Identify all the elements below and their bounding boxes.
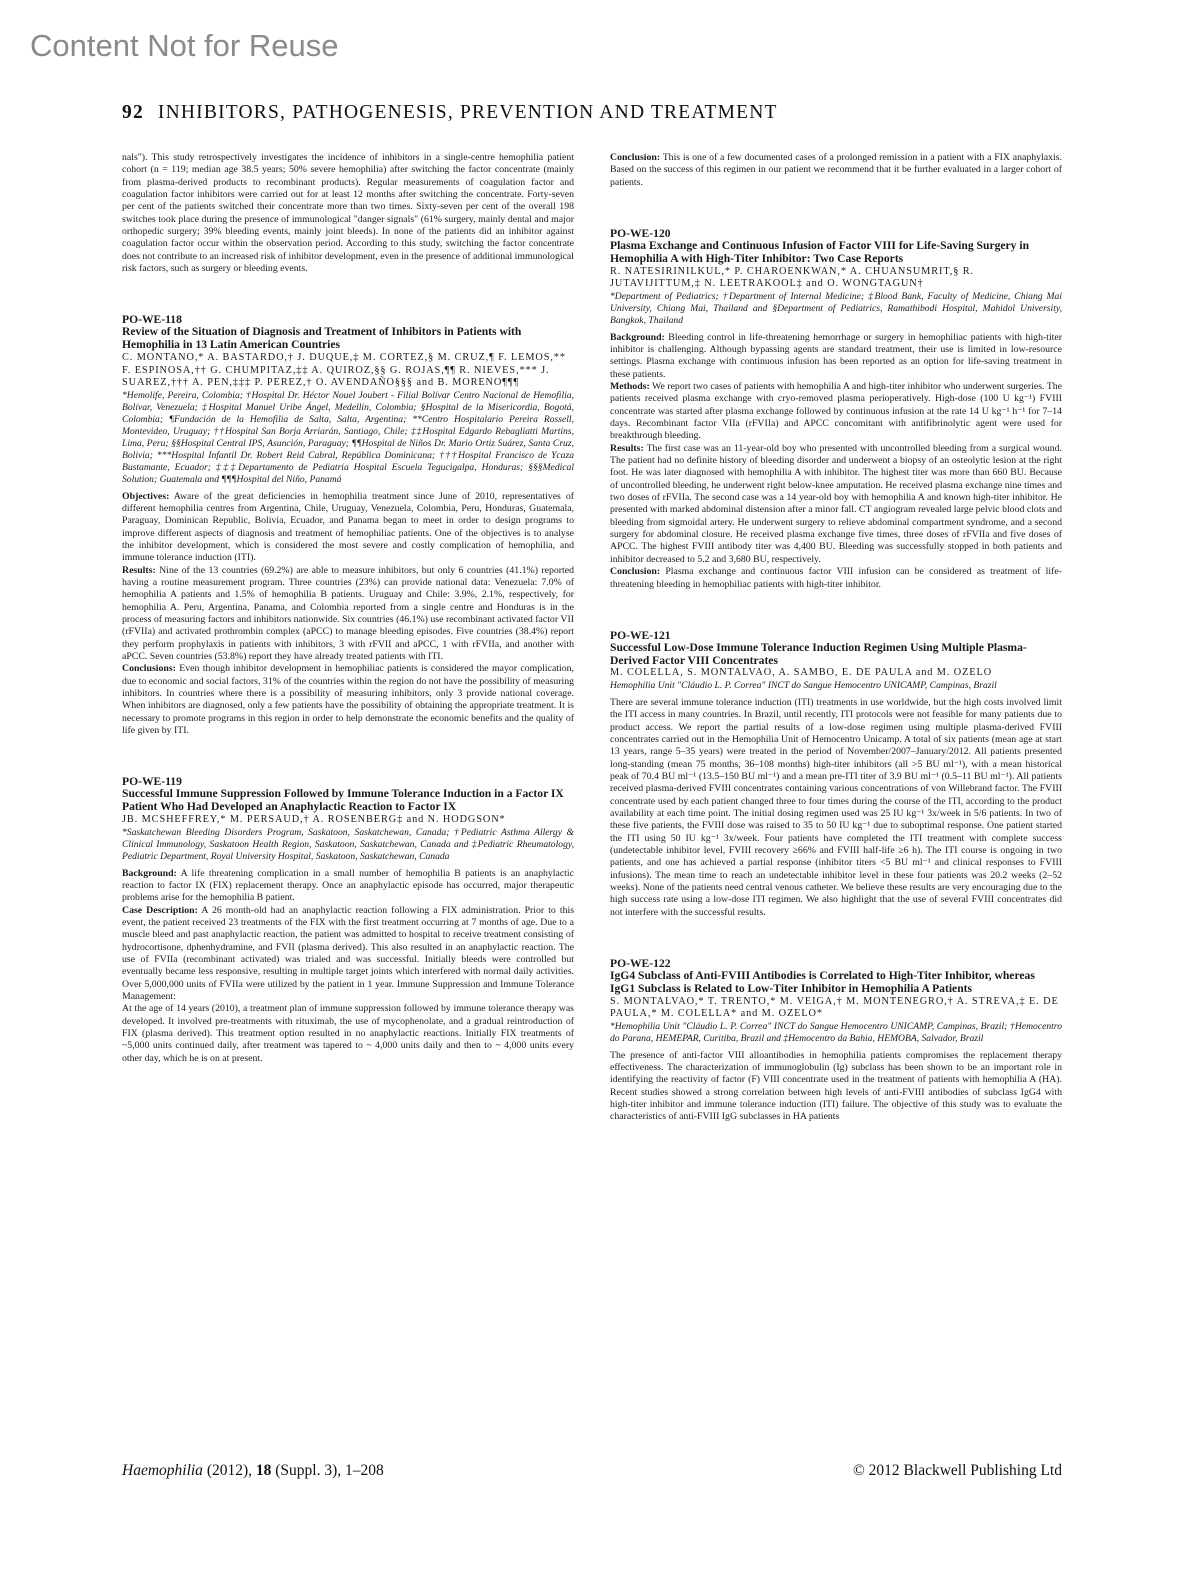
footer-citation [122,1462,384,1480]
section-text: A 26 month-old had an anaphylactic reaction following a FIX administration. Prior to this event, the patient received 23 treatments of the FIX with the first treatment occurring at 7 months of age. Due to a muscle bleed and past anaphylactic reaction, the patient was admitted to hospital to receive treatment consisting of hydrocortisone, dphenhydramine, and FVII (plasma derived). This also resulted in an anaphylactic reaction. The use of FVIIa (recombinant activated) was trialed and was successful. Initially bleeds were controlled but eventually became less responsive, resulting in multiple target joints which interfered with normal daily activities. Over 5,000,000 units of FVIIa were utilized by the patient in 1 year. Immune Suppression and Immune Tolerance Management: [122,904,575,1002]
abstract-results [610,443,1062,566]
section-text: Aware of the great deficiencies in hemophilia treatment since June of 2010, representatives of different hemophilia centres from Argentina, Chile, Uruguay, Venezuela, Colombia, Peru, Honduras, Guatemala, Paraguay, Dominican Republic, Bolivia, Ecuador, and Panama began to meet in order to design programs to improve different aspects of diagnosis and treatment of hemophiliac patients. One of the objectives is to analyse the inhibitor development, which is considered the most severe and costly complication of hemophilia, and immune tolerance induction (ITI). [122,490,574,564]
section-label: Results: [122,564,156,576]
section-text: Nine of the 13 countries (69.2%) are able to measure inhibitors, but only 6 countries (41.1%) reported having a routine measurement program. Three countries (23%) can provide national data: Venezuela: 7.0% of hemophilia A patients and 1.5% of hemophilia B patients. Uruguay and Chile: 3.9%, 2.1%, respectively, for hemophilia A. Peru, Argentina, Panama, and Colombia reported from a single centre and Honduras is in the process of measuring factors and inhibitors nationwide. Six countries (46.1%) use recombinant activated factor VII (rFVIIa) and activated prothrombin complex (aPCC) to manage bleeding episodes. Five countries (38.4%) report they perform prophylaxis in patients with inhibitors, 3 with rFVII and aPCC, 1 with rFVIIa, and another with aPCC. Seven countries (53.8%) report they have already treated patients with ITI. [122,564,575,662]
section-label: Conclusion: [610,152,661,163]
abstract-po-we-122 [610,957,1062,1124]
section-title: INHIBITORS, PATHOGENESIS, PREVENTION AND TREATMENT [157,102,778,123]
section-label: Background: [122,867,177,879]
section-label: Conclusions: [122,663,176,675]
section-label: Background: [610,331,665,343]
abstract-po-we-118 [122,313,574,737]
running-head [122,102,778,124]
abstract-objectives [122,491,574,565]
abstract-title: Plasma Exchange and Continuous Infusion of Factor VIII for Life-Saving Surgery in Hemophilia A with High-Titer Inhibitor: Two Case Reports [610,239,1030,265]
abstract-po-we-121 [610,629,1062,919]
intro-paragraph: nals"). This study retrospectively investigates the incidence of inhibitors in a single-centre hemophilia patient cohort (n = 119; median age 38.5 years; 50% severe hemophilia) after switching the factor concentrate (mainly from plasma-derived products to recombinant products). Regular measurements of coagulation factor and coagulation factor inhibitors were carried out for at least 12 months after switching the concentrate. Forty-seven per cent of the patients switched their concentrate more than two times. Sixty-seven per cent of the overall 198 switches took place during the presence of immunological "danger signals" (61% surgery, mainly dental and major orthopedic surgery; 39% bleeding events, mainly joint bleeds). In none of the patients did an inhibitor against coagulation factor occur within the observation period. According to this study, switching the factor concentrate does not contribute to an increased risk of inhibitor development, even in the presence of additional immunological risk factors, such as surgery or bleeding events. [122,152,574,275]
right-column [610,152,1062,1124]
section-label: Case Description: [122,904,198,916]
section-text: A life threatening complication in a small number of hemophilia B patients is an anaphylactic reaction to factor IX (FIX) replacement therapy. Once an anaphylactic episode has occurred, major therapeutic problems arise for the hemophilia B patient. [122,867,574,904]
abstract-methods [610,381,1062,443]
abstract-119-conclusion [610,152,1062,189]
abstract-title: Successful Immune Suppression Followed by Immune Tolerance Induction in a Factor IX Patient Who Had Developed an Anaphylactic Reaction to Factor IX [122,787,564,814]
abstract-results [122,565,574,664]
section-text: Even though inhibitor development in hemophiliac patients is considered the mayor complication, due to economic and social factors, 31% of the countries within the region do not have the possibility of measuring inhibitors. In countries where there is a possibility of measuring inhibitors, only 3 provide national coverage. When inhibitors are diagnosed, only a few patients have the possibility of obtaining the appropriate treatment. It is necessary to promote programs in this region in order to help demonstrate the economic benefits and the quality of life given by ITI. [122,663,574,737]
footer-copyright: © 2012 Blackwell Publishing Ltd [853,1462,1062,1479]
abstract-authors: R. NATESIRINILKUL,* P. CHAROENKWAN,* A. CHUANSUMRIT,§ R. JUTAVIJITTUM,‡ N. LEETRAKOOL‡ and O. WONGTAGUN† [610,265,974,290]
section-text: Bleeding control in life-threatening hemorrhage or surgery in hemophiliac patients with high-titer inhibitor is challenging. Although bypassing agents are standard treatment, their use is limited in low-resource settings. Plasma exchange with continuous infusion has been reported as an option for life-saving treatment in these patients. [610,331,1063,380]
abstract-body: There are several immune tolerance induction (ITI) treatments in use worldwide, but the high costs involved limit the ITI access in many countries. In Brazil, until recently, ITI protocols were not feasible for many patients due to product access. We report the partial results of a low-dose regimen using multiple plasma-derived FVIII concentrates carried out in the Hemophilia Unit of Hemocentro Unicamp. A total of six patients (mean age at start 13 years, range 5–35 years) were treated in the period of November/2007–January/2012. All patients presented long-standing (mean 75 months, 36–108 months) high-titer inhibitors (all >5 BU ml⁻¹), with a mean historical peak of 70.4 BU ml⁻¹ (13.5–150 BU ml⁻¹) and a mean pre-ITI titer of 3.9 BU ml⁻¹ (0.5–11 BU ml⁻¹). All patients received plasma-derived FVIII concentrates containing various concentrations of von Willebrand factor. The FVIII concentrate used by each patient changed three to four times during the course of the ITI, according to the product availability at each time point. The initial dosing regimen used was 25 IU kg⁻¹ 3x/week in 5/6 patients. In two of these five patients, the FVIII dose was raised to 35 to 50 IU kg⁻¹ due to suboptimal response. One patient started the ITI using 50 IU kg⁻¹ 3x/week. Four patients have completed the ITI treatment with complete success (undetectable inhibitor level, FVIII recovery ≥66% and FVIII half-life ≥6 h). The ITI course is ongoing in two patients, and one has achieved a partial response (inhibitor titers <5 BU ml⁻¹ and clinical responses to FVIII infusions). The mean time to reach an undetectable inhibitor level in these four patients was 20.2 weeks (2–52 weeks). None of the patients need central venous catheter. We believe these results are very encouraging due to the high success rate using a low-dose ITI regimen. We also highlight that the use of several FVIII concentrates did not interfere with the successful results. [610,696,1062,918]
section-label: Conclusion: [610,566,661,578]
abstract-affiliations: *Department of Pediatrics; †Department of Internal Medicine; ‡Blood Bank, Faculty of Medicine, Chiang Mai University, Chiang Mai, Thailand and §Department of Pediatrics, Ramathibodi Hospital, Mahidol University, Bangkok, Thailand [610,290,1062,326]
abstract-affiliations: *Hemolife, Pereira, Colombia; †Hospital Dr. Héctor Nouel Joubert - Filial Bolívar Centro Nacional de Hemofilia, Bolívar, Venezuela; ‡Hospital Manuel Uribe Ángel, Medellín, Colombia; §Hospital de la Misericordia, Bogotá, Colombia; ¶Fundación de la Hemofilia de Salta, Salta, Argentina; **Centro Hospitalario Pereira Rossell, Montevideo, Uruguay; ††Hospital San Borja Arriarán, Santiago, Chile; ‡‡Hospital Edgardo Rebagliatti Martins, Lima, Peru; §§Hospital Central IPS, Asunción, Paraguay; ¶¶Hospital de Niños Dr. Mario Ortiz Suárez, Santa Cruz, Bolivia; ***Hospital Infantil Dr. Robert Reid Cabral, República Dominicana; †††Hospital Francisco de Ycaza Bustamante, Ecuador; ‡‡‡Departamento de Pediatría Hospital Escuela Tegucigalpa, Honduras; §§§Medical Solution; Guatemala and ¶¶¶Hospital del Niño, Panamá [122,389,574,485]
abstract-authors: M. COLELLA, S. MONTALVAO, A. SAMBO, E. DE PAULA and M. OZELO [610,667,993,679]
abstract-background [610,332,1062,381]
section-label: Objectives: [122,490,170,502]
journal-year: (2012), [206,1462,253,1479]
abstract-po-we-119 [122,775,574,1065]
section-label: Methods: [610,381,650,392]
abstract-id: PO-WE-122 [610,957,671,971]
abstract-po-we-120 [610,227,1062,591]
abstract-authors: S. MONTALVAO,* T. TRENTO,* M. VEIGA,† M. MONTENEGRO,† A. STREVA,‡ E. DE PAULA,* M. COLELLA* and M. OZELO* [610,995,1059,1020]
abstract-affiliations: *Hemophilia Unit "Cláudio L. P. Correa" INCT do Sangue Hemocentro UNICAMP, Campinas, Brazil; †Hemocentro do Parana, HEMEPAR, Curitiba, Brazil and ‡Hemocentro da Bahia, HEMOBA, Salvador, Brazil [610,1020,1062,1044]
section-text: Plasma exchange and continuous factor VIII infusion can be considered as treatment of life-threatening bleeding in hemophiliac patients with high-titer inhibitor. [610,566,1062,590]
section-text: This is one of a few documented cases of a prolonged remission in a patient with a FIX anaphylaxis. Based on the success of this regimen in our patient we recommend that it be further evaluated in a larger cohort of patients. [610,152,1062,188]
page-number: 92 [122,102,144,123]
abstract-conclusions [122,663,574,737]
abstract-authors: C. MONTANO,* A. BASTARDO,† J. DUQUE,‡ M. CORTEZ,§ M. CRUZ,¶ F. LEMOS,** F. ESPINOSA,†† G. CHUMPITAZ,‡‡ A. QUIROZ,§§ G. ROJAS,¶¶ R. NIEVES,*** J. SUAREZ,††† A. PEN,‡‡‡ P. PEREZ,† O. AVENDAÑO§§§ and B. MORENO¶¶¶ [122,352,566,389]
section-text: The first case was an 11-year-old boy who presented with uncontrolled bleeding from a surgical wound. The patient had no definite history of bleeding disorder and underwent a biopsy of an osteolytic lesion at the right foot. He was later diagnosed with hemophilia A with inhibitor. The highest titer was more than 660 BU. Because of uncontrolled bleeding, he underwent right below-knee amputation. He received plasma exchange nine times and two doses of rFVIIa. The second case was a 14 year-old boy with hemophilia A and known high-titer inhibitor. He presented with marked abdominal distension after a minor fall. CT angiogram revealed large pelvic blood clots and bleeding from sigmoidal artery. He underwent surgery to relieve abdominal compartment syndrome, and a second surgery for abdominal closure. He received plasma exchange five times, three doses of rFVIIa and five doses of APCC. The highest FVIII antibody titer was 4,400 BU. Bleeding was successfully stopped in both patients and inhibitor decreased to 5.2 and 3,680 BU, respectively. [610,442,1062,565]
abstract-conclusion [610,566,1062,591]
abstract-title: Review of the Situation of Diagnosis and Treatment of Inhibitors in Patients with Hemophilia in 13 Latin American Countries [122,325,522,352]
journal-issue: (Suppl. 3), 1–208 [275,1462,384,1479]
abstract-id: PO-WE-119 [122,775,182,789]
section-text: We report two cases of patients with hemophilia A and high-titer inhibitor who underwent surgeries. The patients received plasma exchange with cryo-removed plasma perioperatively. High-dose (100 U kg⁻¹) FVIII concentrate was started after plasma exchange followed by continuous infusion at the rate 14 U kg⁻¹ h⁻¹ for 7–14 days. Recombinant factor VIIa (rFVIIa) and APCC concomitant with antifibrinolytic agent were used for breakthrough bleeding. [610,381,1062,442]
abstract-body: The presence of anti-factor VIII alloantibodies in hemophilia patients compromises the replacement therapy effectiveness. The characterization of immunoglobulin (Ig) subclass has been shown to be an important role in identifying the reactivity of factor (F) VIII concentrate used in the treatment of patients with hemophilia A (HA). Recent studies showed a strong correlation between high levels of anti-FVIII antibodies of subclass IgG4 with high-titer inhibitor and immune tolerance induction (ITI) failure. The objective of this study was to evaluate the characteristics of anti-FVIII IgG subclasses in HA patients [610,1049,1062,1123]
abstract-authors: JB. MCSHEFFREY,* M. PERSAUD,† A. ROSENBERG‡ and N. HODGSON* [122,814,506,825]
journal-name: Haemophilia [122,1462,203,1479]
abstract-title: Successful Low-Dose Immune Tolerance Induction Regimen Using Multiple Plasma-Derived Factor VIII Concentrates [610,640,1027,667]
abstract-background [122,868,574,905]
abstract-id: PO-WE-120 [610,227,671,241]
journal-volume: 18 [255,1462,272,1479]
abstract-id: PO-WE-118 [122,313,182,327]
abstract-case-continued: At the age of 14 years (2010), a treatment plan of immune suppression followed by immune tolerance therapy was developed. It involved pre-treatments with rituximab, the use of mycophenolate, and a gradual reintroduction of FIX (plasma derived). This treatment option resulted in no anaphylactic reactions. Initially FIX treatments of ~5,000 units continued daily, after treatment was tapered to ~ 4,000 units daily and then to ~ 4,000 units every other day, which he is on at present. [122,1003,574,1064]
abstract-case-description [122,905,574,1004]
section-label: Results: [610,442,644,454]
abstract-affiliations: *Saskatchewan Bleeding Disorders Program, Saskatoon, Saskatchewan, Canada; †Pediatric Asthma Allergy & Clinical Immunology, Saskatoon Health Region, Saskatoon, Saskatchewan, Canada and ‡Pediatric Rheumatology, Pediatric Department, Royal University Hospital, Saskatoon, Saskatchewan, Canada [122,826,574,862]
watermark: Content Not for Reuse [30,28,339,63]
left-column [122,152,574,1065]
abstract-id: PO-WE-121 [610,628,671,642]
abstract-title: IgG4 Subclass of Anti-FVIII Antibodies is Correlated to High-Titer Inhibitor, whereas IgG1 Subclass is Related to Low-Titer Inhibitor in Hemophilia A Patients [610,969,1035,995]
abstract-affiliations: Hemophilia Unit "Cláudio L. P. Correa" INCT do Sangue Hemocentro UNICAMP, Campinas, Brazil [610,679,997,691]
